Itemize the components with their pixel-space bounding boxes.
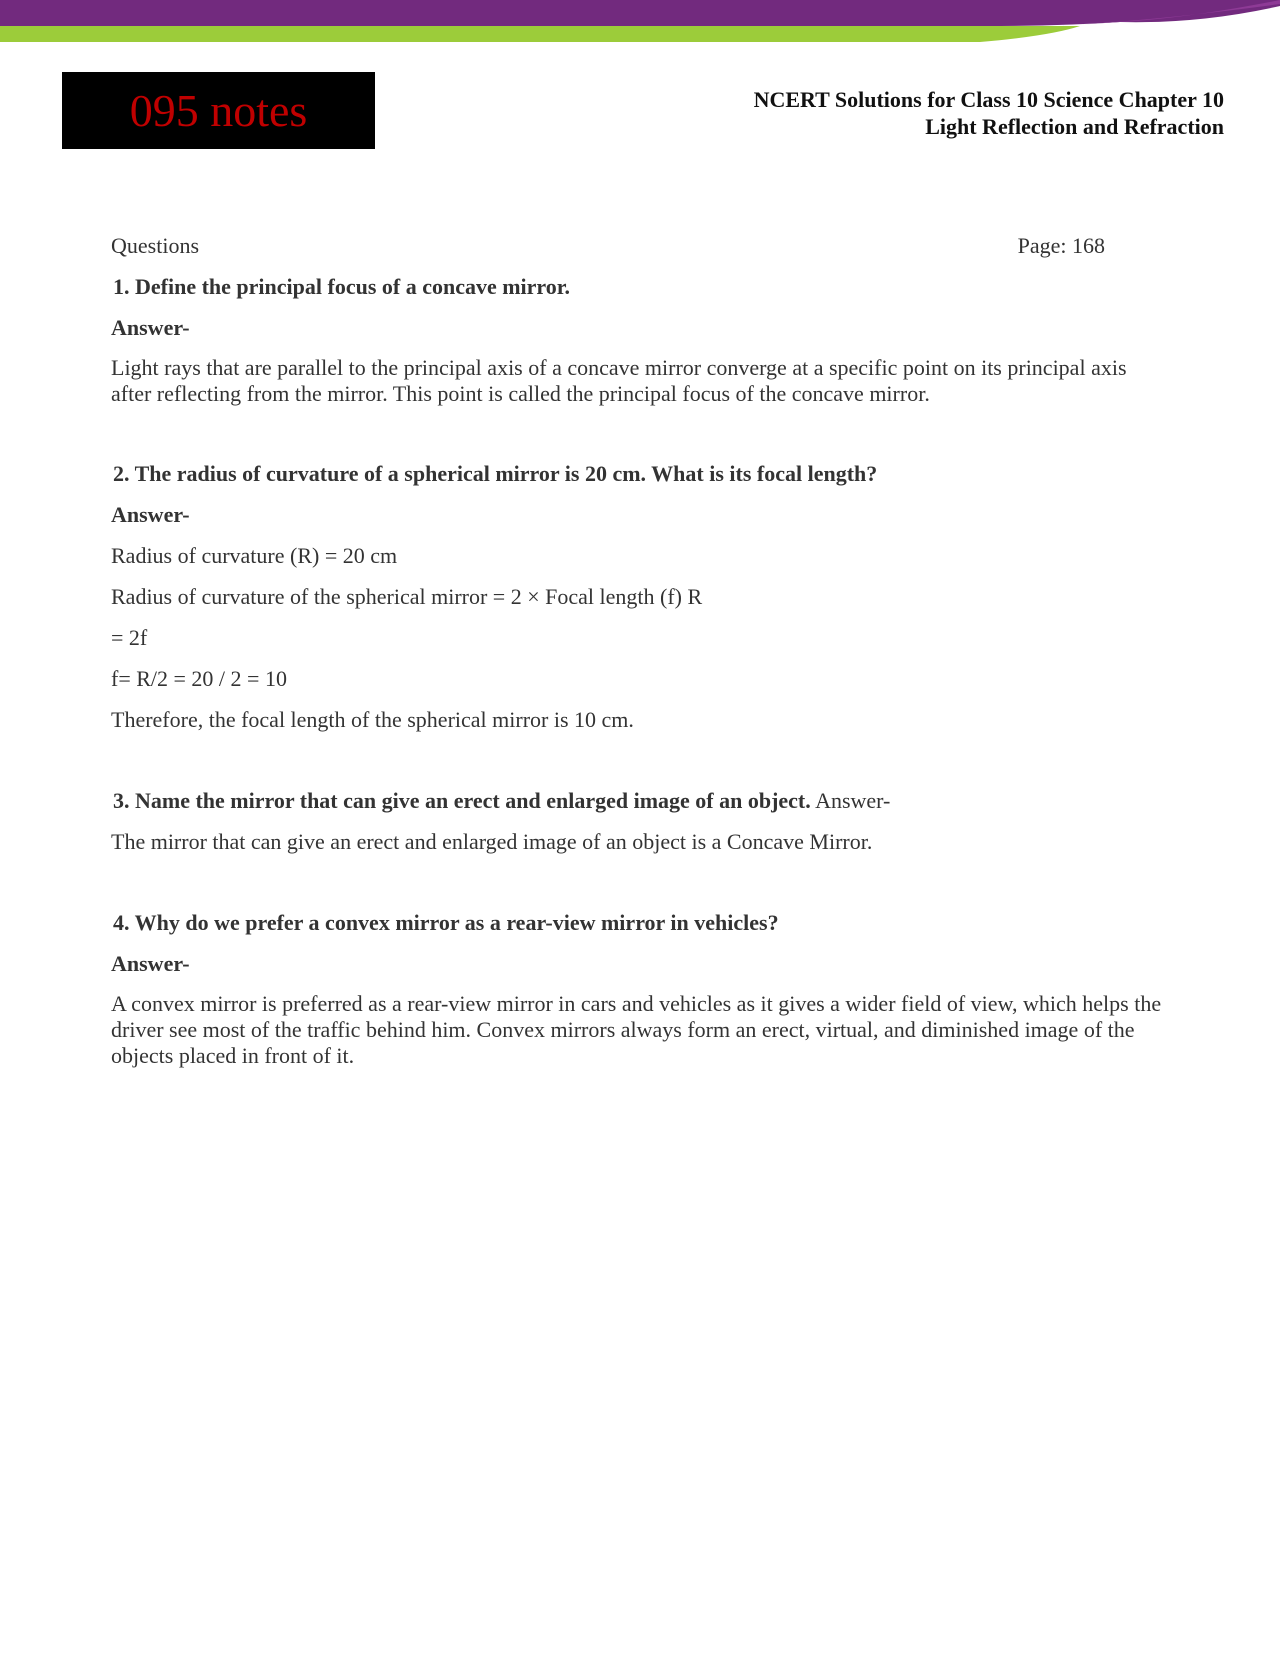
answer-text: The mirror that can give an erect and enlarged image of an object is a Concave Mirror. bbox=[111, 829, 873, 854]
section-label: Questions bbox=[111, 233, 199, 258]
answer-label: Answer- bbox=[111, 315, 190, 340]
answer-line: f= R/2 = 20 / 2 = 10 bbox=[111, 666, 287, 691]
question-heading-row bbox=[113, 787, 1171, 815]
answer-line: Radius of curvature of the spherical mirror = 2 × Focal length (f) R bbox=[111, 584, 703, 609]
question-heading: 3. Name the mirror that can give an erect and enlarged image of an object. bbox=[113, 788, 811, 813]
question-block-3 bbox=[111, 787, 1171, 856]
answer-line: Radius of curvature (R) = 20 cm bbox=[111, 543, 398, 568]
answer-text: Light rays that are parallel to the principal axis of a concave mirror converge at a specific point on its principal axis after reflecting from the mirror. This point is called the principal focus of the concave mirror. bbox=[111, 355, 1127, 406]
question-heading: 2. The radius of curvature of a spherical mirror is 20 cm. What is its focal length? bbox=[113, 461, 878, 486]
question-block-4 bbox=[111, 909, 1171, 1069]
page-number: Page: 168 bbox=[1017, 233, 1105, 258]
answer-label: Answer- bbox=[111, 502, 190, 527]
document-body bbox=[111, 232, 1171, 1082]
answer-label: Answer- bbox=[815, 788, 891, 813]
document-header bbox=[754, 86, 1224, 140]
answer-text: A convex mirror is preferred as a rear-view mirror in cars and vehicles as it gives a wider field of view, which helps the driver see most of the traffic behind him. Convex mirrors always form an erect, virtual, and diminished image of the objects placed in front of it. bbox=[111, 991, 1162, 1068]
question-block-1 bbox=[111, 273, 1171, 407]
logo bbox=[62, 72, 375, 149]
answer-line: Therefore, the focal length of the spherical mirror is 10 cm. bbox=[111, 707, 634, 732]
logo-text: 095 notes bbox=[129, 84, 308, 136]
header-title-line2: Light Reflection and Refraction bbox=[925, 114, 1224, 139]
question-heading: 1. Define the principal focus of a concave mirror. bbox=[113, 274, 571, 299]
question-block-2 bbox=[111, 460, 1171, 734]
header-decorative-band bbox=[0, 0, 1280, 50]
header-title-line1: NCERT Solutions for Class 10 Science Chapter 10 bbox=[753, 87, 1224, 112]
meta-row bbox=[111, 232, 1105, 260]
answer-line: = 2f bbox=[111, 625, 148, 650]
answer-label: Answer- bbox=[111, 951, 190, 976]
question-heading: 4. Why do we prefer a convex mirror as a rear-view mirror in vehicles? bbox=[113, 910, 779, 935]
